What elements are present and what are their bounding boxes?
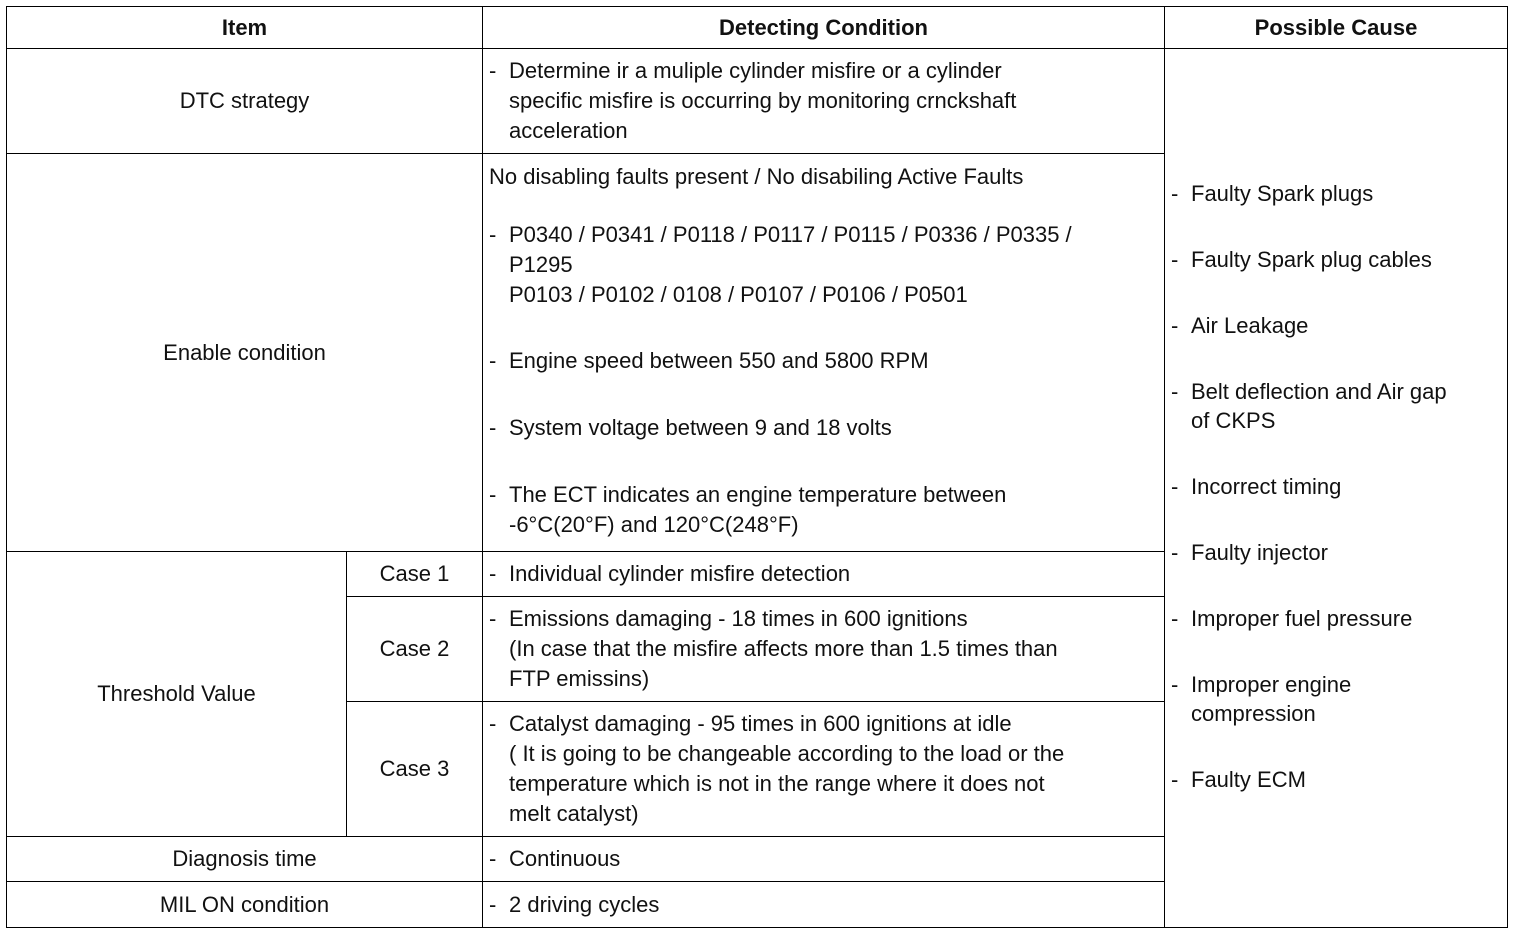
case-1-label: Case 1: [347, 552, 483, 597]
dtc-spec-table: [6, 6, 1508, 928]
case-2-condition: - Emissions damaging - 18 times in 600 ignitions (In case that the misfire affects more than 1.5 times than FTP emissins): [483, 597, 1165, 702]
header-item: Item: [7, 7, 483, 49]
cause-item: - Faulty Spark plug cables: [1171, 247, 1432, 272]
case-2-label: Case 2: [347, 597, 483, 702]
cause-item: - Improper fuel pressure: [1171, 606, 1413, 631]
cause-item: - Improper engine compression: [1171, 672, 1352, 726]
item-mil-on-condition: MIL ON condition: [7, 882, 483, 928]
diagnosis-time-condition: - Continuous: [483, 837, 1165, 882]
cause-item: - Belt deflection and Air gap of CKPS: [1171, 379, 1447, 433]
dtc-strategy-condition: - Determine ir a muliple cylinder misfire or a cylinder specific misfire is occurring by monitoring crnckshaft acceleration: [483, 49, 1165, 154]
item-diagnosis-time: Diagnosis time: [7, 837, 483, 882]
header-possible-cause: Possible Cause: [1165, 7, 1508, 49]
item-dtc-strategy: DTC strategy: [7, 49, 483, 154]
possible-cause-cell: [1165, 49, 1508, 928]
item-threshold-value: Threshold Value: [7, 552, 347, 837]
mil-on-condition-detail: - 2 driving cycles: [483, 882, 1165, 928]
cause-item: - Faulty Spark plugs: [1171, 181, 1374, 206]
case-3-condition: - Catalyst damaging - 95 times in 600 ignitions at idle ( It is going to be changeable according to the load or the temperature which is not in the range where it does not melt catalyst): [483, 702, 1165, 837]
header-detecting-condition: Detecting Condition: [483, 7, 1165, 49]
case-1-condition: - Individual cylinder misfire detection: [483, 552, 1165, 597]
item-enable-condition: Enable condition: [7, 154, 483, 552]
cause-item: - Faulty ECM: [1171, 767, 1306, 792]
cause-item: - Air Leakage: [1171, 313, 1309, 338]
cause-item: - Incorrect timing: [1171, 474, 1342, 499]
cause-item: - Faulty injector: [1171, 540, 1328, 565]
enable-condition-detail: No disabling faults present / No disabiling Active Faults - P0340 / P0341 / P0118 / P0117 / P0115 / P0336 / P0335 / P1295 P0103 / P0102 / 0108 / P0107 / P0106 / P0501 - Engine speed between 550 and 5800 RPM - System voltage between 9 and 18 volts - The ECT indicates an engine temperature between -6°C(20°F) and 120°C(248°F): [483, 154, 1165, 552]
case-3-label: Case 3: [347, 702, 483, 837]
